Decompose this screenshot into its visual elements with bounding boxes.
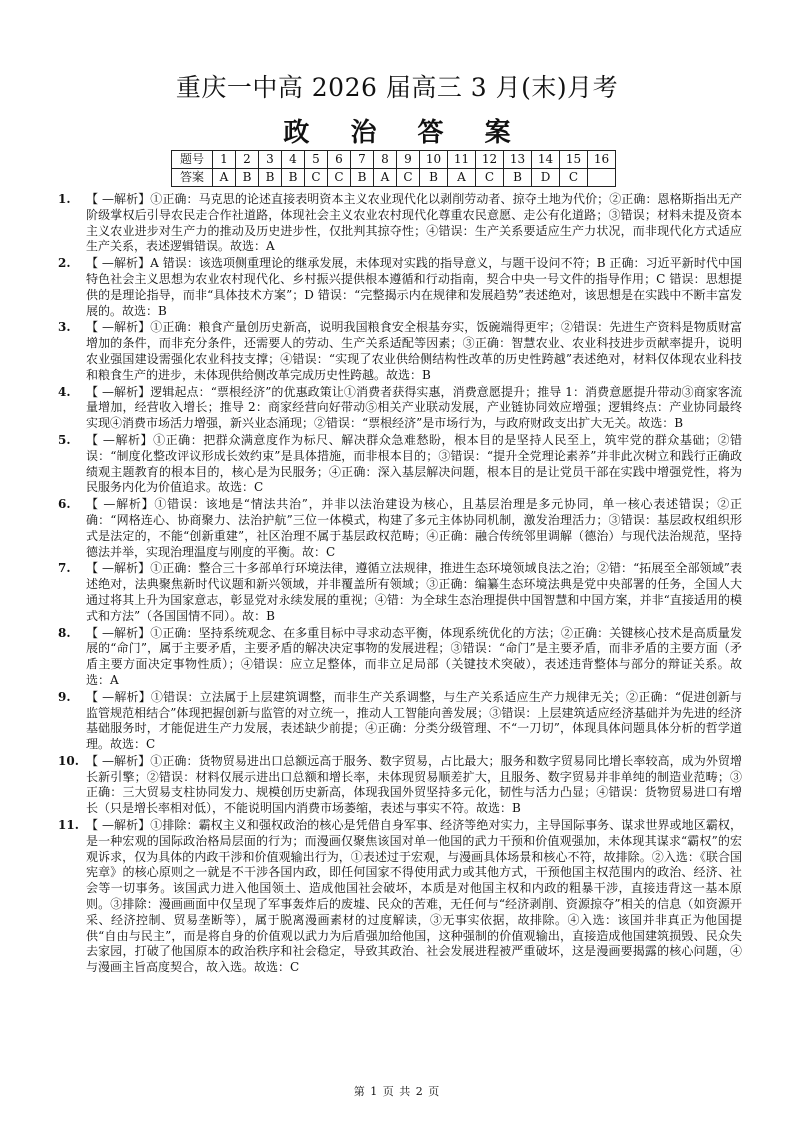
answer-cell: B [236,169,259,187]
question-number-label: 3. [58,320,71,335]
answer-table [171,150,616,187]
question-number: 12 [476,151,504,169]
question-number: 4 [282,151,305,169]
question-item [58,256,742,319]
question-number-label: 8. [58,625,71,640]
question-number-label: 1. [58,192,71,206]
question-explanation: 【 —解析】①错误：该地是“情法共治”，并非以法治建设为核心，且基层治理是多元协同，单一核心表述错误；②正确：“网格连心、协商聚力、法治护航”三位一体模式，构建了多元主体协同机制，激发治理活力；③错误：基层政权组织形式是法定的，不能“创新重建”，社区治理不属于基层政权范畴；④正确：融合传统邻里调解（德治）与现代法治规范，坚持德法并举，实现治理温度与刚度的平衡。故：C [86,497,742,559]
page-title: 重庆一中高 2026 届高三 3 月(末)月考 [175,73,619,102]
question-number-label: 11. [58,818,79,833]
answer-cell: B [351,169,374,187]
question-explanation: 【 —解析】①正确：马克思的论述直接表明资本主义农业现代化以剥削劳动者、掠夺土地为代价；②正确：恩格斯指出无产阶级掌权后引导农民走合作社道路，体现社会主义农业农村现代化尊重农民意愿、走公有化道路；③错误；材料未提及资本主义农业进步对生产力的推动及历史进步性，仅批判其掠夺性；④错误：生产关系要适应生产力状况，而非现代化方式适应生产关系，表述逻辑错误。故选：A [86,192,742,254]
question-number: 6 [328,151,351,169]
question-item [58,690,742,753]
question-explanation: 【 —解析】①正确：坚持系统观念、在多重目标中寻求动态平衡，体现系统优化的方法；②正确：关键核心技术是高质量发展的“命门”，属于主要矛盾，主要矛盾的解决决定事物的发展进程；③错误：“命门”是主要矛盾，而非矛盾的主要方面（矛盾主要方面决定事物性质）；④错误：应立足整体，而非立足局部（关键技术突破），表述违背整体与部分的辩证关系。故选：A [86,625,742,687]
question-number: 5 [305,151,328,169]
question-number: 14 [532,151,560,169]
page-footer: 第 1 页 共 2 页 [353,1085,441,1098]
question-number: 15 [560,151,588,169]
question-number: 7 [351,151,374,169]
question-number: 8 [374,151,397,169]
subject-title: 政 治 答 案 [283,118,527,148]
answer-cell: B [420,169,448,187]
question-item [58,320,742,383]
answer-cell: C [305,169,328,187]
question-number-label: 2. [58,256,71,271]
question-explanation: 【 —解析】①正确：货物贸易进出口总额远高于服务、数字贸易，占比最大；服务和数字贸易同比增长率较高，成为外贸增长新引擎；②错误：材料仅展示进出口总额和增长率，未体现贸易顺差扩大，且服务、数字贸易并非单纯的制造业范畴；③正确：三大贸易支柱协同发力、规模创历史新高，体现我国外贸坚持多元化，韧性与活力凸显；④错误：货物贸易进口有增长（只是增长率相对低），不能说明国内消费市场萎缩，表述与事实不符。故选：B [86,753,742,816]
answer-cell: A [448,169,476,187]
answer-row [172,169,616,187]
question-number: 16 [588,151,616,169]
answer-cell: B [504,169,532,187]
question-number: 1 [213,151,236,169]
question-explanation: 【 —解析】①排除：霸权主义和强权政治的核心是凭借自身军事、经济等绝对实力，主导国际事务、谋求世界或地区霸权，是一种宏观的国际政治格局层面的行为；而漫画仅聚焦该国对单一他国的武力干预和价值观强加，未体现其谋求“霸权”的宏观诉求，仅为具体的内政干涉和价值观输出行为，①表述过于宏观，与漫画具体场景和核心不符，故排除。②入选：《联合国宪章》的核心原则之一就是不干涉各国内政，即任何国家不得使用武力或其他方式，干预他国主权范围内的政治、经济、社会等一切事务。该国武力进入他国领土、造成他国社会破坏，本质是对他国主权和内政的粗暴干涉，直接违背这一基本原则。③排除：漫画画面中仅呈现了军事轰炸后的废墟、民众的苦难，无任何与“经济剥削、资源掠夺”相关的信息（如资源开采、经济控制、贸易垄断等），属于脱离漫画素材的过度解读，③无事实依据，故排除。④入选：该国并非真正为他国提供“自由与民主”，而是将自身的价值观以武力为后盾强加给他国，这种强制的价值观输出，直接造成他国建筑损毁、民众失去家园，打破了他国原本的政治秩序和社会稳定，导致其政治、社会发展进程被严重破坏，这是漫画要揭露的核心问题，④与漫画主旨高度契合，故入选。故选：C [86,818,742,975]
question-item [58,497,742,560]
question-item [58,754,742,817]
question-explanation: 【 —解析】①错误：立法属于上层建筑调整，而非生产关系调整，与生产关系适应生产力规律无关；②正确：“促进创新与监管规范相结合”体现把握创新与监管的对立统一，推动人工智能向善发展；③错误：上层建筑适应经济基础并为先进的经济基础服务时，才能促进生产力发展，表述缺少前提；④正确：分类分级管理、不“一刀切”，体现具体问题具体分析的哲学道理。故选：C [86,689,742,752]
question-explanation: 【 —解析】①正确：把群众满意度作为标尺、解决群众急难愁盼，根本目的是坚持人民至上，筑牢党的群众基础；②错误：“制度化整改评议形成长效约束”是具体措施，而非根本目的；③错误：“提升全党理论素养”并非此次树立和践行正确政绩观主题教育的根本目的，核心是为民服务；④正确：深入基层解决问题，根本目的是让党员干部在实践中增强党性，将为民服务内化为价值追求。故选：C [86,432,742,495]
row-label-number: 题号 [172,151,213,169]
answer-cell [588,169,616,187]
answer-cell: A [213,169,236,187]
question-item [58,192,742,255]
question-number: 11 [448,151,476,169]
answer-cell: C [476,169,504,187]
question-number-label: 10. [58,753,79,768]
question-number: 2 [236,151,259,169]
answer-cell: C [397,169,420,187]
row-label-answer: 答案 [172,169,213,187]
question-number-label: 5. [58,432,71,447]
question-number-label: 7. [58,561,71,576]
question-number-label: 6. [58,497,71,512]
question-number-row [172,151,616,169]
question-explanation: 【 —解析】①正确：整合三十多部单行环境法律，遵循立法规律，推进生态环境领域良法之治；②错：“拓展至全部领域”表述绝对，法典聚焦新时代议题和新兴领域，并非覆盖所有领域；③正确：编纂生态环境法典是党中央部署的任务，全国人大通过将其上升为国家意志，彰显党对永续发展的重视；④错：为全球生态治理提供中国智慧和中国方案，并非“直接适用的模式和方法”（各国国情不同）。故：B [86,561,742,623]
question-item [58,561,742,624]
question-number: 10 [420,151,448,169]
question-number: 9 [397,151,420,169]
question-explanations [58,192,742,977]
answer-cell: C [560,169,588,187]
question-number-label: 4. [58,384,71,399]
question-number: 13 [504,151,532,169]
question-item [58,433,742,496]
question-explanation: 【 —解析】逻辑起点：“票根经济”的优惠政策让①消费者获得实惠，消费意愿提升；推导 1：消费意愿提升带动③商家客流量增加，经营收入增长；推导 2：商家经营向好带动⑤相关产业联动发展，产业链协同效应增强；逻辑终点：产业协同最终实现④消费市场活力增强，新兴业态涌现；②错误：“票根经济”是市场行为，与政府财政支出扩大无关。故选：B [86,384,742,431]
question-number-label: 9. [58,689,71,704]
answer-cell: B [282,169,305,187]
question-item [58,818,742,976]
answer-cell: D [532,169,560,187]
question-number: 3 [259,151,282,169]
question-item [58,385,742,432]
answer-cell: A [374,169,397,187]
question-explanation: 【 —解析】A 错误：该选项侧重理论的继承发展，未体现对实践的指导意义，与题干设问不符；B 正确：习近平新时代中国特色社会主义思想为农业农村现代化、乡村振兴提供根本遵循和行动指南，契合中央一号文件的指导作用；C 错误：思想提供的是理论指导，而非“具体技术方案”；D 错误：“完整揭示内在规律和发展趋势”表述绝对，该思想是在实践中不断丰富发展的。故选：B [86,256,742,318]
question-explanation: 【 —解析】①正确：粮食产量创历史新高，说明我国粮食安全根基夯实，饭碗端得更牢；②错误：先进生产资料是物质财富增加的条件，而非充分条件，还需要人的劳动、生产关系适配等因素；③正确：智慧农业、农业科技进步贡献率提升，说明农业强国建设需强化农业科技支撑；④错误：“实现了农业供给侧结构性改革的历史性跨越”表述绝对，材料仅体现农业科技和粮食生产的进步，未体现供给侧改革完成历史性跨越。故选：B [86,320,742,382]
answer-cell: B [259,169,282,187]
question-item [58,626,742,689]
answer-cell: C [328,169,351,187]
